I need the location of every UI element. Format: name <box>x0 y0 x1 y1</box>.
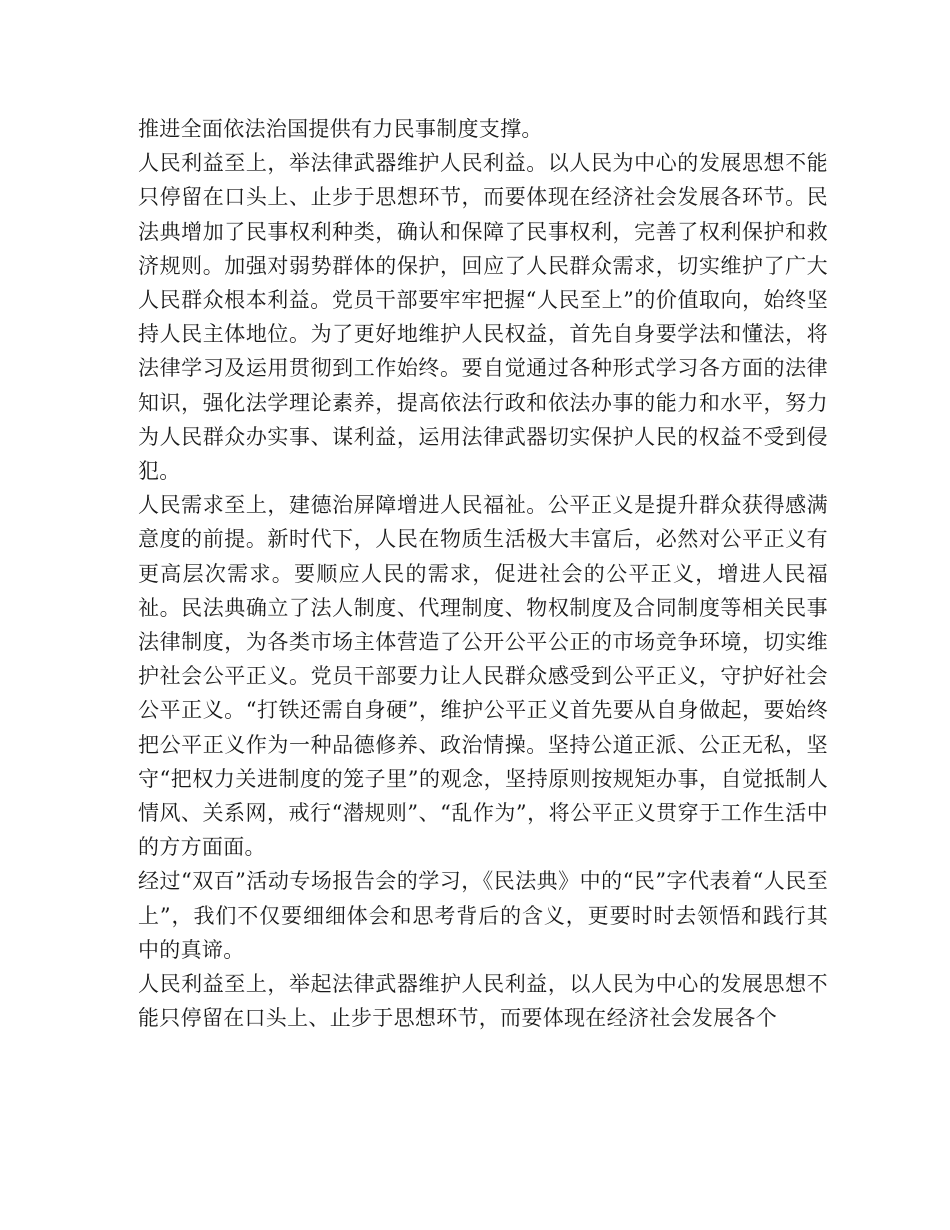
paragraph-4: 经过“双百”活动专场报告会的学习，《民法典》中的“民”字代表着“人民至上”，我们不仅要细细体会和思考背后的含义，更要时时去领悟和践行其中的真谛。 <box>138 869 828 962</box>
paragraph-2: 人民利益至上，举法律武器维护人民利益。以人民为中心的发展思想不能只停留在口头上、止步于思想环节，而要体现在经济社会发展各环节。民法典增加了民事权利种类，确认和保障了民事权利，完善了权利保护和救济规则。加强对弱势群体的保护，回应了人民群众需求，切实维护了广大人民群众根本利益。党员干部要牢牢把握“人民至上”的价值取向，始终坚持人民主体地位。为了更好地维护人民权益，首先自身要学法和懂法，将法律学习及运用贯彻到工作始终。要自觉通过各种形式学习各方面的法律知识，强化法学理论素养，提高依法行政和依法办事的能力和水平，努力为人民群众办实事、谋利益，运用法律武器切实保护人民的权益不受到侵犯。 <box>138 151 828 484</box>
paragraph-5: 人民利益至上，举起法律武器维护人民利益，以人民为中心的发展思想不能只停留在口头上、止步于思想环节，而要体现在经济社会发展各个 <box>138 972 828 1031</box>
paragraph-1: 推进全面依法治国提供有力民事制度支撑。 <box>138 117 543 141</box>
paragraph-3: 人民需求至上，建德治屏障增进人民福祉。公平正义是提升群众获得感满意度的前提。新时代下，人民在物质生活极大丰富后，必然对公平正义有更高层次需求。要顺应人民的需求，促进社会的公平正义，增进人民福祉。民法典确立了法人制度、代理制度、物权制度及合同制度等相关民事法律制度，为各类市场主体营造了公开公平公正的市场竞争环境，切实维护社会公平正义。党员干部要力让人民群众感受到公平正义，守护好社会公平正义。“打铁还需自身硬”，维护公平正义首先要从自身做起，要始终把公平正义作为一种品德修养、政治情操。坚持公道正派、公正无私，坚守“把权力关进制度的笼子里”的观念，坚持原则按规矩办事，自觉抵制人情风、关系网，戒行“潜规则”、“乱作为”，将公平正义贯穿于工作生活中的方方面面。 <box>138 493 828 860</box>
document-body <box>138 112 828 1035</box>
